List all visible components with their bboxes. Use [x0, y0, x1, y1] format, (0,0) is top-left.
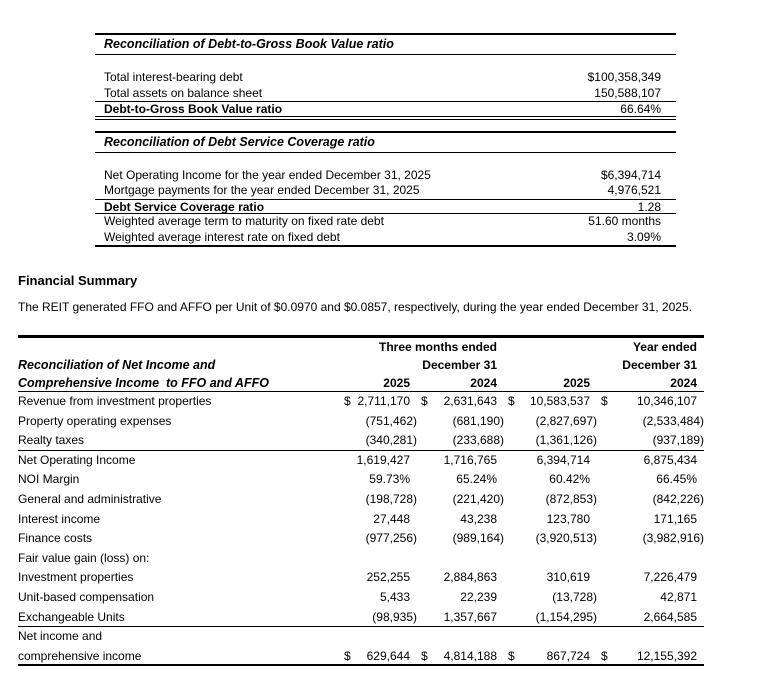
- cell-value: (340,281): [365, 433, 417, 448]
- cell-value: 1,619,427: [356, 452, 410, 467]
- year-column-header: 2024: [670, 376, 697, 390]
- table-row: [18, 568, 704, 588]
- cell-value: (198,728): [365, 491, 417, 506]
- cell-value: (13,728): [552, 589, 597, 604]
- cell-value: $ 629,644: [344, 648, 410, 663]
- table-total-row: [95, 101, 676, 117]
- cell-value: 5,433: [379, 589, 410, 604]
- currency-symbol: $: [344, 648, 351, 663]
- table-title: Reconciliation of Debt-to-Gross Book Value ratio: [95, 35, 676, 55]
- table-row: [18, 510, 704, 530]
- cell-value: (2,827,697): [535, 413, 597, 428]
- table-total-row: [95, 199, 676, 215]
- cell-value: $ 4,814,188: [421, 648, 497, 663]
- row-label: Total assets on balance sheet: [104, 85, 263, 100]
- cell-value: $ 10,583,537: [504, 392, 597, 412]
- cell-empty: [504, 627, 597, 647]
- row-label: Fair value gain (loss) on:: [18, 550, 150, 565]
- cell-value: (1,154,295): [535, 609, 597, 624]
- cell-value: (751,462): [365, 413, 417, 428]
- cell-empty: [597, 549, 704, 569]
- cell-empty: [340, 549, 417, 569]
- table-total-row: [18, 647, 704, 667]
- year-column-header: 2025: [563, 376, 590, 390]
- currency-symbol: $: [601, 394, 608, 408]
- cell-value: (681,190): [452, 413, 504, 428]
- cell-value: (937,189): [652, 433, 704, 448]
- table-row: [18, 529, 704, 549]
- table-row: [95, 214, 676, 230]
- currency-symbol: $: [508, 648, 515, 663]
- row-label: Unit-based compensation: [18, 589, 155, 604]
- cell-empty: [417, 549, 504, 569]
- row-label: comprehensive income: [18, 648, 142, 663]
- cell-value: 1,357,667: [443, 609, 497, 624]
- row-value: 4,976,521: [607, 183, 661, 197]
- row-value: 3.09%: [626, 229, 661, 244]
- column-group-date: December 31: [422, 358, 497, 372]
- table-header-line: [18, 338, 704, 356]
- table-row: [95, 230, 676, 246]
- row-label: General and administrative: [18, 491, 162, 506]
- row-label: Total interest-bearing debt: [104, 70, 243, 84]
- cell-value: 42,871: [660, 589, 697, 604]
- table-row: [18, 588, 704, 608]
- cell-value: 2,884,863: [443, 570, 497, 585]
- cell-value: 60.42%: [549, 472, 590, 487]
- column-group-date: December 31: [622, 358, 697, 372]
- cell-value: 2,664,585: [643, 609, 697, 624]
- cell-value: $ 867,724: [508, 648, 590, 663]
- row-label: Weighted average interest rate on fixed debt: [104, 229, 340, 244]
- table-row: [18, 451, 704, 471]
- cell-value: 252,255: [366, 570, 410, 585]
- table-title-line2: Comprehensive Income to FFO and AFFO: [18, 376, 269, 390]
- cell-value: (2,533,484): [642, 413, 704, 428]
- row-value: $6,394,714: [600, 167, 661, 182]
- year-column-header: 2025: [383, 376, 410, 390]
- cell-empty: [340, 627, 417, 647]
- debt-to-gbv-table: [95, 33, 676, 120]
- row-label: Net Operating Income for the year ended December 31, 2025: [104, 167, 431, 182]
- cell-value: (233,688): [452, 433, 504, 448]
- cell-value: 66.45%: [656, 472, 697, 487]
- table-row: [18, 627, 704, 647]
- column-group-year-ended: Year ended: [632, 340, 697, 354]
- row-label: Interest income: [18, 511, 101, 526]
- row-label: Exchangeable Units: [18, 609, 125, 624]
- column-group-three-months: Three months ended: [378, 340, 497, 354]
- row-value: 150,588,107: [594, 85, 661, 100]
- row-label: Net income and: [18, 629, 103, 644]
- row-label: Mortgage payments for the year ended December 31, 2025: [104, 183, 420, 197]
- financial-summary-heading: Financial Summary: [18, 273, 138, 288]
- cell-value: (1,361,126): [535, 433, 597, 448]
- table-row: [95, 70, 676, 86]
- table-header-years: [18, 374, 704, 392]
- table-title: Reconciliation of Debt Service Coverage ratio: [95, 133, 676, 153]
- cell-value: (842,226): [652, 491, 704, 506]
- ffo-affo-table: [18, 335, 704, 666]
- table-row: [18, 490, 704, 510]
- table-row: [18, 608, 704, 628]
- cell-value: 7,226,479: [643, 570, 697, 585]
- currency-symbol: $: [508, 394, 515, 408]
- currency-symbol: $: [421, 648, 428, 663]
- spacer: [95, 55, 676, 70]
- cell-value: $ 12,155,392: [601, 648, 697, 663]
- cell-value: 1,716,765: [443, 452, 497, 467]
- table-row: [18, 412, 704, 432]
- cell-value: $ 2,711,170: [340, 392, 417, 412]
- debt-service-coverage-table: [95, 131, 676, 248]
- cell-empty: [504, 549, 597, 569]
- table-row: [18, 549, 704, 569]
- cell-value: 27,448: [373, 511, 410, 526]
- currency-symbol: $: [344, 394, 351, 408]
- row-label: Weighted average term to maturity on fixed rate debt: [104, 214, 384, 228]
- row-value: 51.60 months: [588, 214, 661, 228]
- currency-symbol: $: [421, 394, 428, 408]
- row-label: Net Operating Income: [18, 452, 136, 467]
- currency-symbol: $: [601, 648, 608, 663]
- cell-empty: [417, 627, 504, 647]
- cell-value: (977,256): [365, 531, 417, 546]
- financial-summary-paragraph: The REIT generated FFO and AFFO per Unit of $0.0970 and $0.0857, respectively, during the year ended December 31, 2025.: [18, 300, 692, 314]
- cell-value: (872,853): [545, 491, 597, 506]
- cell-value: 171,165: [653, 511, 697, 526]
- cell-value: 22,239: [460, 589, 497, 604]
- cell-value: (98,935): [372, 609, 417, 624]
- cell-value: 43,238: [460, 511, 497, 526]
- cell-value: 123,780: [546, 511, 590, 526]
- cell-value: 59.73%: [369, 472, 410, 487]
- table-row: [18, 431, 704, 451]
- spacer: [95, 153, 676, 168]
- row-label: Investment properties: [18, 570, 134, 585]
- row-value: $100,358,349: [587, 70, 661, 84]
- row-label: NOI Margin: [18, 472, 80, 487]
- row-label: Debt Service Coverage ratio: [104, 199, 265, 214]
- cell-value: $ 10,346,107: [597, 392, 704, 412]
- row-value: 66.64%: [620, 102, 661, 116]
- row-label: Finance costs: [18, 531, 93, 546]
- cell-value: (989,164): [452, 531, 504, 546]
- cell-value: 65.24%: [456, 472, 497, 487]
- double-rule: [95, 117, 676, 120]
- cell-value: (3,920,513): [535, 531, 597, 546]
- table-row: [18, 470, 704, 490]
- cell-value: $ 2,631,643: [417, 392, 504, 412]
- header-spacer: [18, 338, 340, 356]
- cell-value: 6,875,434: [643, 452, 697, 467]
- table-title-line1: Reconciliation of Net Income and: [18, 358, 216, 372]
- table-row: [95, 168, 676, 184]
- cell-empty: [597, 627, 704, 647]
- cell-value: 310,619: [546, 570, 590, 585]
- cell-value: 6,394,714: [536, 452, 590, 467]
- cell-value: (221,420): [452, 491, 504, 506]
- year-column-header: 2024: [470, 376, 497, 390]
- row-label: Property operating expenses: [18, 413, 172, 428]
- row-label: Realty taxes: [18, 433, 85, 448]
- cell-value: (3,982,916): [642, 531, 704, 546]
- row-value: 1.28: [637, 199, 661, 214]
- table-row: [95, 183, 676, 199]
- table-header-line: [18, 356, 704, 374]
- row-label: Debt-to-Gross Book Value ratio: [104, 102, 283, 116]
- table-row: [95, 86, 676, 102]
- row-label: Revenue from investment properties: [18, 394, 212, 408]
- table-row: [18, 392, 704, 412]
